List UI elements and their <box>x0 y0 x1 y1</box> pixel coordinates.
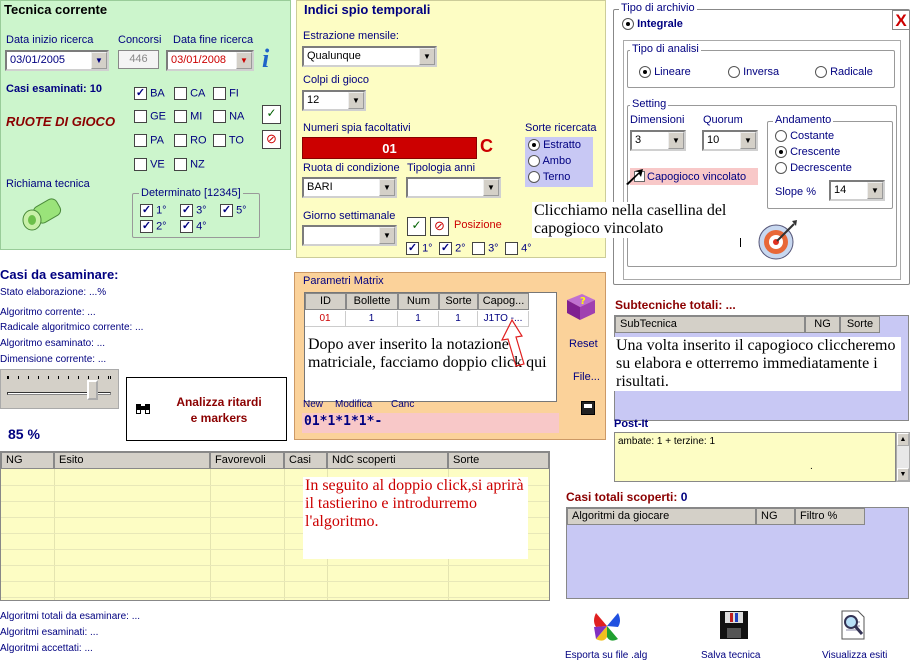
visualizza-label[interactable]: Visualizza esiti <box>822 650 888 661</box>
chevron-down-icon[interactable]: ▼ <box>867 182 883 199</box>
matrix-cell[interactable]: J1TO -... <box>478 311 529 327</box>
estrazione-select[interactable]: Qualunque ▼ <box>302 46 437 67</box>
ruota-condizione-select[interactable]: BARI ▼ <box>302 177 397 198</box>
subtecniche-column-header[interactable]: Sorte <box>840 316 880 333</box>
determinato-checkbox[interactable]: ✓ 2° <box>141 220 167 233</box>
results-column-header[interactable]: Esito <box>54 452 210 469</box>
indici-title: Indici spio temporali <box>304 2 431 17</box>
note-doppio-click: Dopo aver inserito la notazione matriciale, facciamo doppio click qui <box>306 336 554 372</box>
capogioco-label: Capogioco vincolato <box>647 171 747 183</box>
analisi-label: Lineare <box>654 66 691 78</box>
svg-text:?: ? <box>580 296 586 307</box>
ruota-checkbox-ge[interactable] <box>134 110 166 123</box>
reset-button[interactable]: Reset <box>569 338 598 350</box>
casi-esaminati-label: Casi esaminati: 10 <box>6 83 102 95</box>
canc-label[interactable]: Canc <box>391 399 415 410</box>
posizione-check-button[interactable]: ✓ <box>407 217 426 236</box>
postit-scrollbar[interactable]: ▲ ▼ <box>896 432 910 482</box>
ruota-checkbox-ba[interactable]: ✓ BA <box>135 87 165 100</box>
giorno-settimanale-label: Giorno settimanale <box>303 210 396 222</box>
posizione-label: 3° <box>488 242 499 255</box>
dimensione-corrente: Dimensione corrente: ... <box>0 354 107 365</box>
chevron-down-icon[interactable]: ▼ <box>740 132 756 149</box>
dimensioni-select[interactable]: 3 ▼ <box>630 130 686 151</box>
posizione-label: 2° <box>455 242 466 255</box>
matrix-column-header[interactable]: Num <box>398 293 439 310</box>
subtecniche-title: Subtecniche totali: ... <box>615 298 736 312</box>
andamento-label: Costante <box>790 130 835 142</box>
tipo-analisi-legend: Tipo di analisi <box>632 43 699 55</box>
numeri-spia-label: Numeri spia facoltativi <box>303 122 411 134</box>
matrix-column-header[interactable]: ID <box>305 293 346 310</box>
giorno-settimanale-select[interactable] <box>302 225 397 246</box>
speed-slider[interactable] <box>0 369 119 409</box>
analisi-radio[interactable] <box>815 66 873 78</box>
postit-text: ambate: 1 + terzine: 1 <box>618 436 716 447</box>
concorsi-label: Concorsi <box>118 34 162 46</box>
results-column-header[interactable]: Favorevoli <box>210 452 284 469</box>
sorte-ricercata-label: Sorte ricercata <box>525 122 597 134</box>
radicale-corrente: Radicale algoritmico corrente: ... <box>0 322 144 333</box>
determinato-label: 2° <box>156 220 167 233</box>
analisi-label: Inversa <box>743 66 780 78</box>
deselect-all-button[interactable]: ⊘ <box>262 130 281 149</box>
results-column-header[interactable]: Casi <box>284 452 327 469</box>
concorsi-field: 446 <box>118 50 159 69</box>
determinato-label: 4° <box>196 220 207 233</box>
close-icon[interactable]: X <box>892 10 910 30</box>
ruota-label: CA <box>190 87 206 100</box>
save-disk-icon[interactable] <box>581 401 595 415</box>
matrix-cell[interactable]: 1 <box>398 311 439 327</box>
chevron-down-icon[interactable]: ▼ <box>419 48 435 65</box>
posizione-label: Posizione <box>454 219 502 231</box>
casi-totali-title: Casi totali scoperti: 0 <box>566 490 688 504</box>
algoritmo-esaminato: Algoritmo esaminato: ... <box>0 338 106 349</box>
data-inizio-label: Data inizio ricerca <box>6 34 94 46</box>
sorte-label: Terno <box>542 171 571 183</box>
ruota-checkbox-na[interactable] <box>213 110 244 123</box>
chevron-down-icon[interactable]: ▼ <box>91 52 107 69</box>
chevron-down-icon[interactable]: ▼ <box>379 179 395 196</box>
ruota-checkbox-ve[interactable] <box>134 158 165 171</box>
results-column-header[interactable]: NdC scoperti <box>327 452 448 469</box>
determinato-checkbox[interactable]: ✓ 4° <box>181 220 207 233</box>
determinato-checkbox[interactable]: ✓ 1° <box>141 204 167 217</box>
determinato-checkbox[interactable]: ✓ 3° <box>181 204 207 217</box>
andamento-label: Crescente <box>790 146 841 158</box>
posizione-checkbox[interactable] <box>505 242 532 255</box>
postit-area[interactable] <box>614 432 896 482</box>
analizza-label: Analizza ritardi e markers <box>176 395 262 425</box>
determinato-legend: Determinato [12345] <box>141 187 241 199</box>
estrazione-label: Estrazione mensile: <box>303 30 399 42</box>
percent-label: 85 % <box>8 426 40 442</box>
tipologia-anni-select[interactable] <box>406 177 501 198</box>
quorum-label: Quorum <box>703 114 743 126</box>
ruote-di-gioco-label: RUOTE DI GIOCO <box>6 114 116 129</box>
integrale-radio[interactable]: Integrale <box>622 18 683 30</box>
slope-label: Slope % <box>775 186 816 198</box>
chevron-down-icon[interactable]: ▼ <box>379 227 395 244</box>
tipologia-anni-label: Tipologia anni <box>407 162 476 174</box>
matrix-cell[interactable]: 1 <box>439 311 478 327</box>
analisi-label: Radicale <box>830 66 873 78</box>
matrix-column-header[interactable]: Capog... <box>478 293 529 310</box>
data-fine-select[interactable]: 03/01/2008 ▼ <box>166 50 254 71</box>
analisi-radio[interactable] <box>728 66 779 78</box>
chevron-down-icon[interactable]: ▼ <box>668 132 684 149</box>
modifica-label[interactable]: Modifica <box>335 399 373 410</box>
ruota-label: RO <box>190 134 207 147</box>
ruota-checkbox-mi[interactable] <box>174 110 202 123</box>
matrix-column-header[interactable]: Sorte <box>439 293 478 310</box>
sorte-label: Ambo <box>542 155 572 167</box>
posizione-label: 1° <box>422 242 433 255</box>
ruota-label: PA <box>150 134 164 147</box>
postit-title: Post-It <box>614 418 649 430</box>
tecnica-corrente-title: Tecnica corrente <box>4 2 108 17</box>
pointer-arrow-icon <box>625 168 645 189</box>
andamento-radio[interactable] <box>775 162 852 174</box>
ruota-label: MI <box>190 110 203 123</box>
determinato-label: 5° <box>236 204 247 217</box>
help-book-icon[interactable] <box>564 290 598 324</box>
matrix-cell[interactable]: 01 <box>305 311 346 327</box>
determinato-checkbox[interactable]: ✓ 5° <box>221 204 247 217</box>
binoculars-icon <box>135 402 151 416</box>
slope-select[interactable]: 14 ▼ <box>829 180 885 201</box>
andamento-label: Decrescente <box>790 162 852 174</box>
matrix-cell[interactable]: 1 <box>346 311 398 327</box>
richiama-tecnica-icon[interactable] <box>20 196 66 232</box>
subtecniche-column-header[interactable]: NG <box>805 316 840 333</box>
ruota-checkbox-to[interactable] <box>213 134 244 147</box>
file-button[interactable]: File... <box>573 371 600 383</box>
info-icon[interactable]: i <box>262 44 270 73</box>
posizione-label: 4° <box>521 242 532 255</box>
posizione-checkbox[interactable]: ✓ 1° <box>407 242 433 255</box>
chevron-down-icon[interactable]: ▼ <box>483 179 499 196</box>
ruota-condizione-label: Ruota di condizione <box>303 162 400 174</box>
dimensioni-label: Dimensioni <box>630 114 685 126</box>
sorte-radio[interactable] <box>528 155 571 167</box>
matrix-formula: 01*1*1*1*- <box>302 413 559 433</box>
casi-title: Casi da esaminare: <box>0 267 119 282</box>
red-arrow-icon <box>494 318 538 368</box>
casi-totali-value: 0 <box>680 490 688 504</box>
sorte-radio[interactable] <box>528 171 570 183</box>
chevron-down-icon[interactable]: ▼ <box>236 52 252 69</box>
ruota-label: NA <box>229 110 245 123</box>
ruota-checkbox-pa[interactable] <box>134 134 164 147</box>
results-column-header[interactable]: NG <box>1 452 54 469</box>
andamento-radio[interactable] <box>775 130 834 142</box>
numeri-spia-c-button[interactable]: C <box>480 136 493 156</box>
numeri-spia-field[interactable]: 01 <box>302 137 477 159</box>
note-tastierino: In seguito al doppio click,si aprirà il tastierino e introdurremo l'algoritmo. <box>303 477 528 559</box>
visualizza-icon[interactable] <box>836 608 870 642</box>
posizione-clear-button[interactable]: ⊘ <box>430 217 449 236</box>
posizione-checkbox[interactable]: ✓ 2° <box>440 242 466 255</box>
casi-totali-column-header[interactable]: Filtro % <box>795 508 865 525</box>
new-label[interactable]: New <box>303 399 324 410</box>
vertical-tick <box>740 238 741 247</box>
algoritmi-totali: Algoritmi totali da esaminare: ... <box>0 611 141 622</box>
ruota-checkbox-ro[interactable] <box>174 134 207 147</box>
sorte-radio[interactable] <box>528 139 581 151</box>
setting-legend: Setting <box>632 98 667 110</box>
ruota-label: FI <box>229 87 239 100</box>
salva-label[interactable]: Salva tecnica <box>701 650 761 661</box>
determinato-label: 1° <box>156 204 167 217</box>
ruota-checkbox-nz[interactable] <box>174 158 205 171</box>
casi-totali-column-header[interactable]: NG <box>756 508 795 525</box>
note-capogioco: Clicchiamo nella casellina del capogioco vincolato <box>532 202 742 238</box>
quorum-select[interactable]: 10 ▼ <box>702 130 758 151</box>
determinato-label: 3° <box>196 204 207 217</box>
algoritmi-esaminati: Algoritmi esaminati: ... <box>0 627 99 638</box>
note-elabora: Una volta inserito il capogioco cliccheremo su elabora e otterremo immediatamente i risultati. <box>614 337 901 391</box>
andamento-radio[interactable] <box>775 146 840 158</box>
algoritmi-accettati: Algoritmi accettati: ... <box>0 643 93 654</box>
ruota-label: VE <box>150 158 165 171</box>
select-all-button[interactable]: ✓ <box>262 105 281 124</box>
matrix-column-header[interactable]: Bollette <box>346 293 398 310</box>
richiama-tecnica-label: Richiama tecnica <box>6 178 90 190</box>
salva-disk-icon[interactable] <box>718 609 750 641</box>
tipo-archivio-legend: Tipo di archivio <box>621 2 695 14</box>
algoritmo-corrente: Algoritmo corrente: ... <box>0 307 96 318</box>
chevron-down-icon[interactable]: ▼ <box>348 92 364 109</box>
postit-dot: . <box>810 461 813 472</box>
results-row-line <box>1 581 549 582</box>
esporta-icon[interactable] <box>590 609 624 643</box>
results-row-line <box>1 565 549 566</box>
stato-elaborazione: Stato elaborazione: ...% <box>0 287 107 298</box>
ruota-label: NZ <box>190 158 205 171</box>
subtecniche-column-header[interactable]: SubTecnica <box>615 316 805 333</box>
andamento-legend: Andamento <box>775 114 832 126</box>
esporta-label[interactable]: Esporta su file .alg <box>565 650 648 661</box>
ruota-checkbox-ca[interactable] <box>174 87 205 100</box>
data-fine-label: Data fine ricerca <box>173 34 254 46</box>
ruota-label: GE <box>150 110 166 123</box>
ruota-checkbox-fi[interactable] <box>213 87 239 100</box>
sorte-label: Estratto <box>543 139 581 151</box>
colpi-select[interactable]: 12 ▼ <box>302 90 366 111</box>
elabora-target-icon[interactable] <box>756 218 798 262</box>
casi-totali-column-header[interactable]: Algoritmi da giocare <box>567 508 756 525</box>
data-inizio-select[interactable]: 03/01/2005 ▼ <box>5 50 109 71</box>
ruota-label: TO <box>228 134 244 147</box>
results-column-header[interactable]: Sorte <box>448 452 549 469</box>
posizione-checkbox[interactable] <box>472 242 499 255</box>
ruota-label: BA <box>150 87 165 100</box>
analizza-button[interactable] <box>126 377 287 441</box>
analisi-radio[interactable] <box>639 66 691 78</box>
matrix-title: Parametri Matrix <box>303 275 384 287</box>
colpi-label: Colpi di gioco <box>303 74 370 86</box>
results-row-line <box>1 597 549 598</box>
